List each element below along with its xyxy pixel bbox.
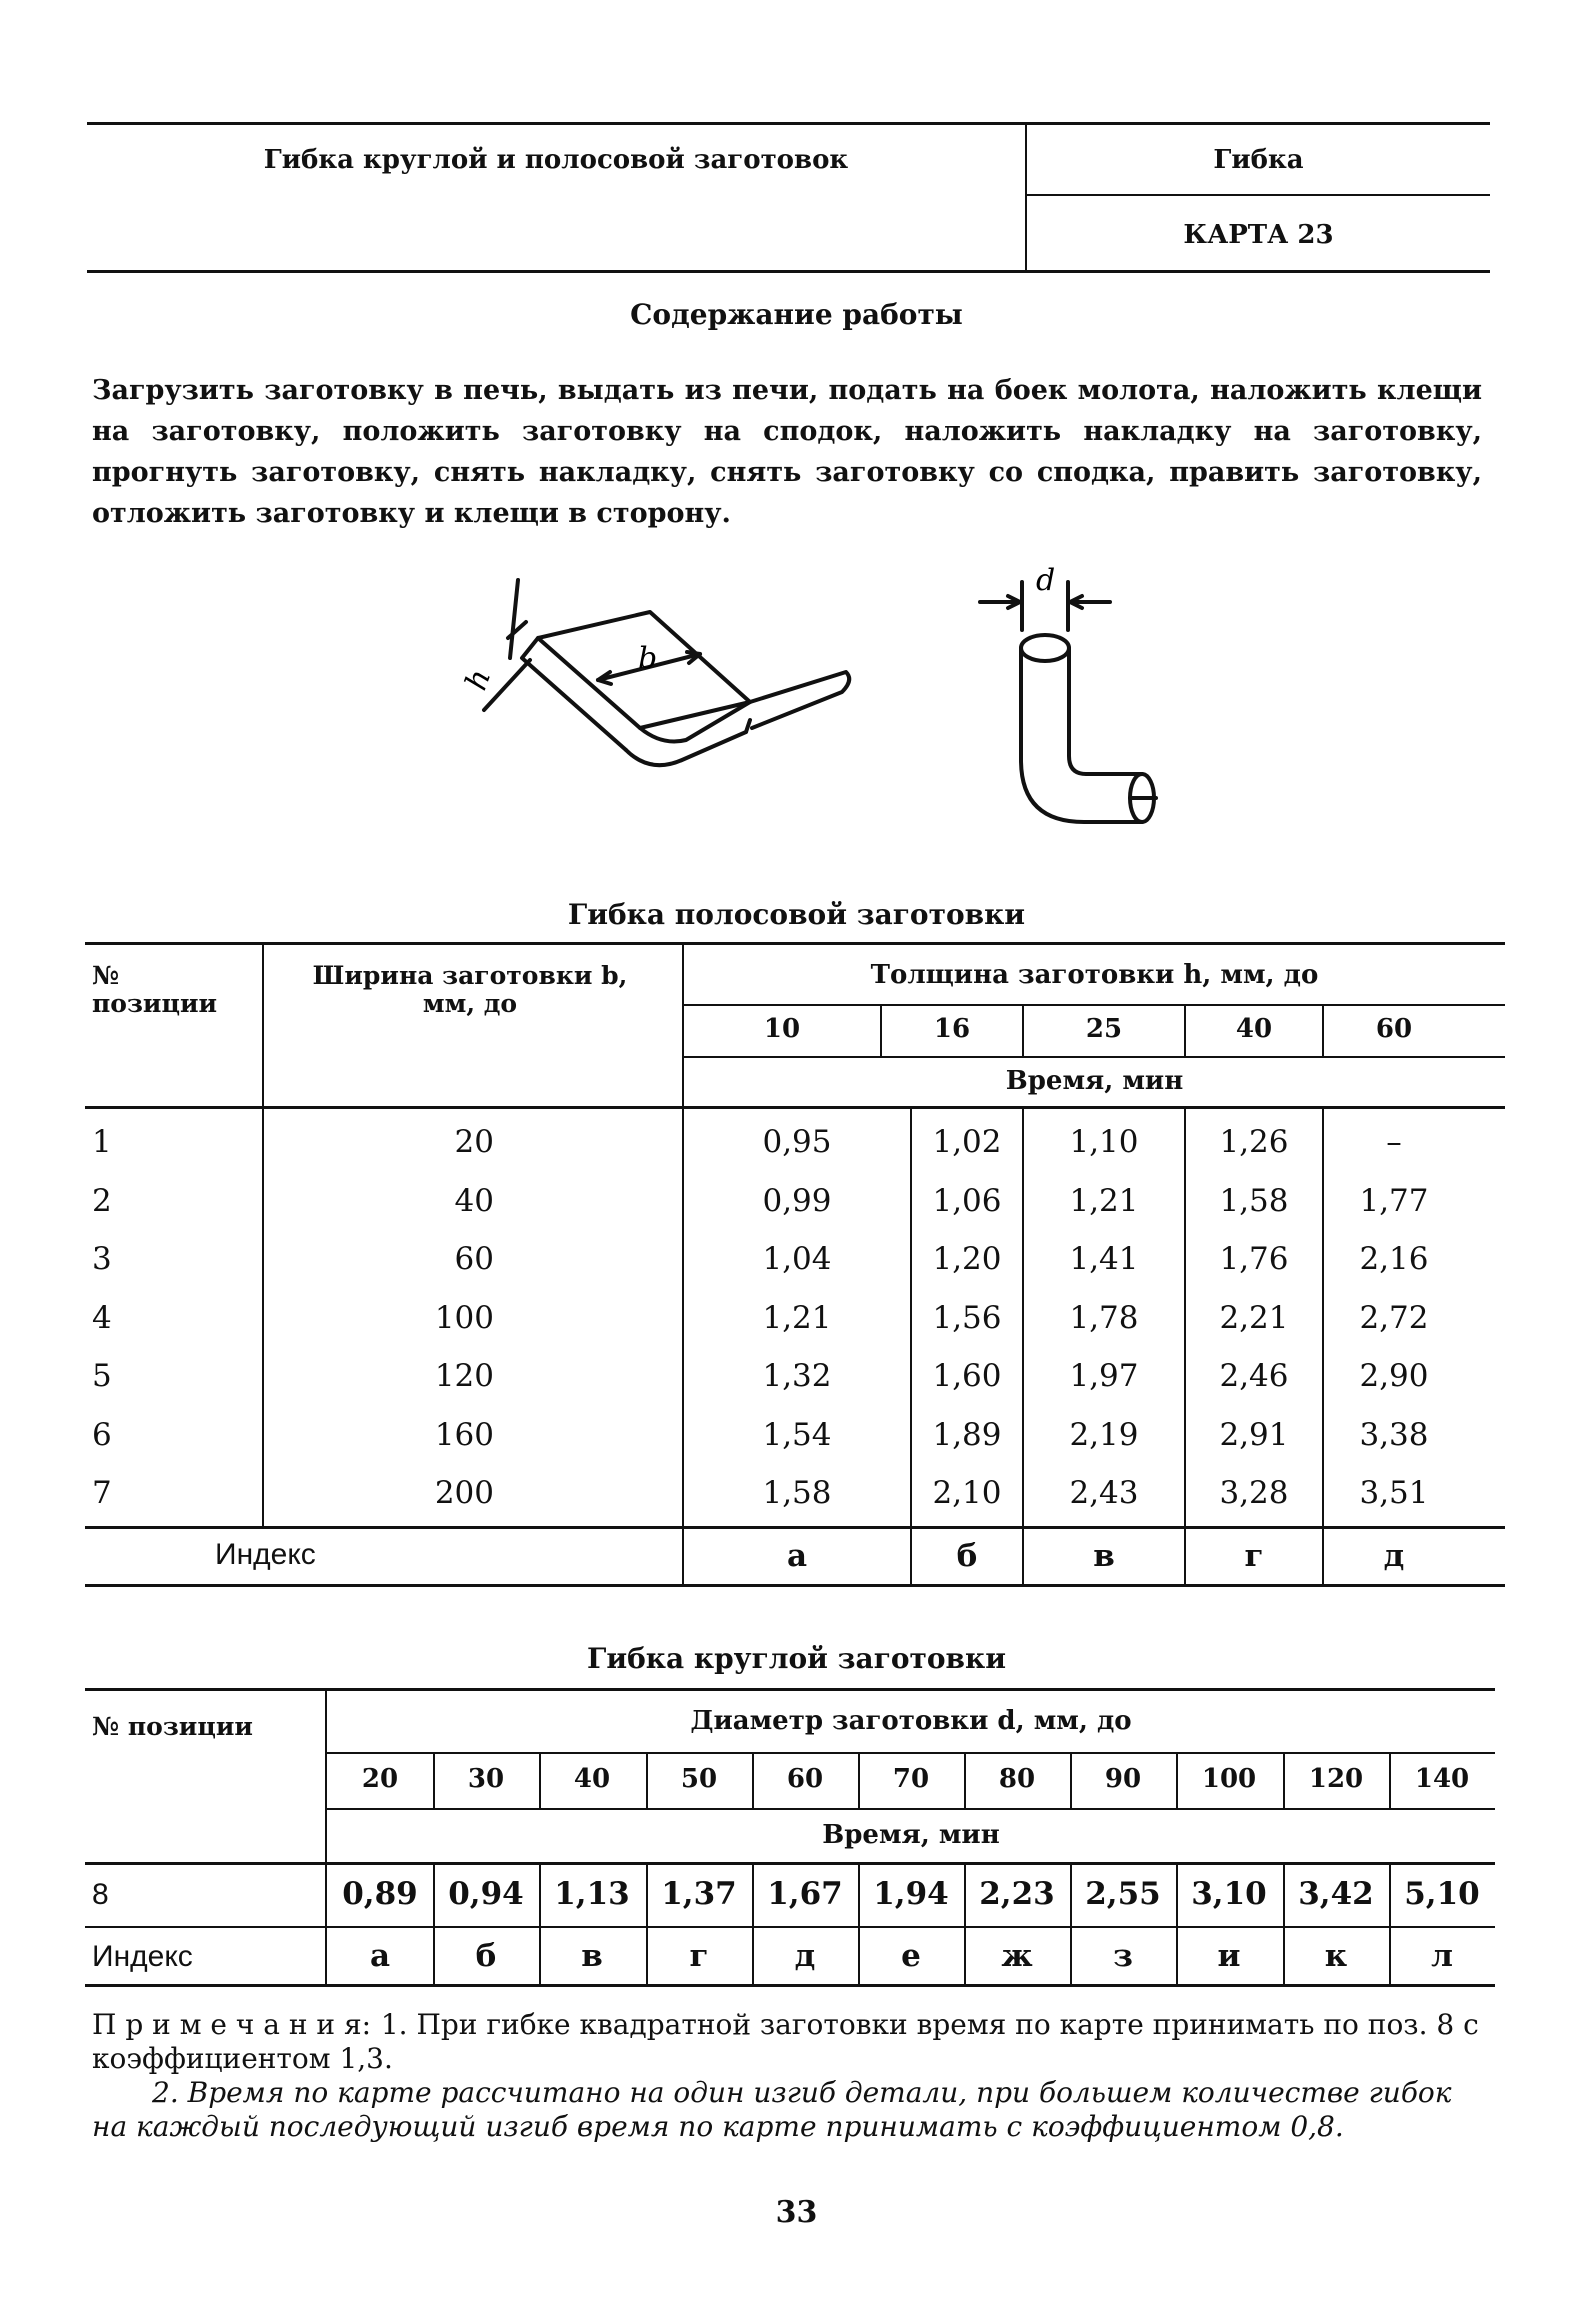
- strip-row-value: 1,26: [1219, 1124, 1289, 1160]
- strip-row-value: 3,38: [1359, 1416, 1429, 1453]
- strip-thickness-5: 60: [1375, 1014, 1413, 1044]
- strip-thickness-2: 16: [933, 1014, 971, 1044]
- strip-row-value: 1,54: [762, 1416, 832, 1453]
- round-diameter: 20: [361, 1764, 399, 1794]
- header-top-rule: [87, 122, 1490, 125]
- strip-row-value: 0,95: [762, 1124, 832, 1160]
- strip-row-value: 1,10: [1069, 1124, 1139, 1160]
- note-2: [92, 2076, 1492, 2144]
- strip-index-3: в: [1093, 1538, 1115, 1574]
- strip-index-2: б: [956, 1538, 978, 1574]
- strip-row-value: 1,06: [932, 1182, 1002, 1219]
- strip-col-width: Ширина заготовки b, мм, до: [312, 961, 628, 1018]
- strip-row-width: 60: [454, 1241, 494, 1277]
- round-value: 3,42: [1298, 1876, 1374, 1912]
- strip-row-value: 3,51: [1359, 1475, 1429, 1511]
- strip-row-width: 100: [434, 1299, 494, 1336]
- strip-row-value: 1,32: [762, 1358, 832, 1394]
- strip-table-bottom-rule: [85, 1584, 1505, 1587]
- round-header-rule1: [325, 1752, 1495, 1754]
- strip-row-value: 2,72: [1359, 1299, 1429, 1336]
- round-index: и: [1217, 1938, 1241, 1974]
- strip-row-width: 160: [434, 1416, 494, 1453]
- round-value: 2,23: [979, 1876, 1055, 1912]
- strip-row-value: 0,99: [762, 1182, 832, 1219]
- strip-row-pos: 6: [92, 1416, 112, 1453]
- round-diameter: 40: [573, 1764, 611, 1794]
- strip-label-h: h: [458, 664, 499, 695]
- round-index: ж: [1001, 1938, 1033, 1974]
- round-table-caption: Гибка круглой заготовки: [586, 1642, 1006, 1675]
- strip-row-pos: 1: [92, 1124, 112, 1160]
- strip-row-value: 1,20: [932, 1241, 1002, 1277]
- strip-thickness-4: 40: [1235, 1014, 1273, 1044]
- round-label-d: d: [1036, 563, 1056, 598]
- round-index: в: [581, 1938, 603, 1974]
- strip-header-rule2: [682, 1056, 1505, 1058]
- round-diameter: 70: [892, 1764, 930, 1794]
- strip-row-pos: 3: [92, 1241, 112, 1277]
- round-header-rule2: [325, 1808, 1495, 1810]
- strip-row-value: 2,91: [1219, 1416, 1289, 1453]
- strip-row-value: 2,16: [1359, 1241, 1429, 1277]
- strip-row-pos: 2: [92, 1182, 112, 1219]
- strip-row-width: 120: [434, 1358, 494, 1394]
- strip-index-4: г: [1244, 1538, 1264, 1574]
- round-value: 1,67: [767, 1876, 843, 1912]
- strip-row-value: 1,89: [932, 1416, 1002, 1453]
- strip-vline-5b: [1184, 1108, 1186, 1587]
- strip-label-b: b: [638, 641, 658, 676]
- round-diameter: 90: [1104, 1764, 1142, 1794]
- strip-table-top-rule: [85, 942, 1505, 945]
- strip-vline-3b: [910, 1108, 912, 1587]
- strip-table-caption: Гибка полосовой заготовки: [567, 898, 1026, 931]
- strip-row-value: 1,58: [1219, 1182, 1289, 1219]
- round-col-pos: № позиции: [92, 1712, 253, 1741]
- strip-row-value: 1,60: [932, 1358, 1002, 1394]
- content-text: Загрузить заготовку в печь, выдать из печи, подать на боек молота, наложить клещи на заготовку, положить заготовку на сподок, наложить накладку на заготовку, прогнуть заготовку, снять накладку, снять заготовку со сподка, править заготовку, отложить заготовку и клещи в сторону.: [92, 375, 1482, 529]
- round-value: 5,10: [1404, 1876, 1480, 1912]
- round-index: е: [901, 1938, 921, 1974]
- strip-index-1: а: [786, 1538, 808, 1574]
- strip-row-value: 1,97: [1069, 1358, 1139, 1394]
- strip-row-width: 40: [454, 1182, 494, 1219]
- strip-row-value: 1,56: [932, 1299, 1002, 1336]
- round-bend-figure: [960, 560, 1160, 860]
- round-value: 3,10: [1191, 1876, 1267, 1912]
- note-2-text: 2. Время по карте рассчитано на один изгиб детали, при большем количестве гибок на каждый последующий изгиб время по карте принимать с коэффициентом 0,8.: [92, 2076, 1452, 2143]
- strip-col-thickness: Толщина заготовки h, мм, до: [870, 960, 1319, 990]
- strip-index-label: Индекс: [215, 1538, 316, 1571]
- note-1: [92, 2008, 1492, 2076]
- strip-header-bottom-rule: [85, 1106, 1505, 1109]
- round-value: 1,13: [554, 1876, 630, 1912]
- strip-row-value: 2,21: [1219, 1299, 1289, 1336]
- round-index: а: [369, 1938, 391, 1974]
- strip-row-value: 1,21: [762, 1299, 832, 1336]
- strip-row-value: 1,04: [762, 1241, 832, 1277]
- strip-bend-figure: [450, 560, 870, 820]
- round-value: 0,94: [448, 1876, 524, 1912]
- notes: [92, 2008, 1492, 2144]
- round-diameter: 120: [1308, 1764, 1364, 1794]
- round-row-pos: 8: [92, 1878, 109, 1911]
- strip-row-value: 1,78: [1069, 1299, 1139, 1336]
- strip-thickness-1: 10: [763, 1014, 801, 1044]
- round-index: л: [1431, 1938, 1453, 1974]
- strip-row-value: 2,10: [932, 1475, 1002, 1511]
- round-index: д: [794, 1938, 816, 1974]
- strip-row-width: 200: [434, 1475, 494, 1511]
- notes-label: П р и м е ч а н и я:: [92, 2008, 372, 2041]
- strip-row-value: 1,02: [932, 1124, 1002, 1160]
- round-diameter: 140: [1414, 1764, 1470, 1794]
- strip-header-rule1: [682, 1004, 1505, 1006]
- strip-thickness-3: 25: [1085, 1014, 1123, 1044]
- round-diameter: 100: [1201, 1764, 1257, 1794]
- card-title: Гибка круглой и полосовой заготовок: [263, 145, 849, 175]
- strip-time-label: Время, мин: [1005, 1066, 1184, 1096]
- strip-row-value: 2,46: [1219, 1358, 1289, 1394]
- strip-row-pos: 5: [92, 1358, 112, 1394]
- round-value: 1,94: [873, 1876, 949, 1912]
- strip-row-value: 1,77: [1359, 1182, 1429, 1219]
- operation-name: Гибка: [1213, 145, 1304, 175]
- strip-row-value: 1,76: [1219, 1241, 1289, 1277]
- round-index-label: Индекс: [92, 1940, 193, 1973]
- round-time-label: Время, мин: [822, 1820, 1000, 1850]
- round-index: з: [1113, 1938, 1133, 1974]
- round-diameter: 80: [998, 1764, 1036, 1794]
- strip-vline-6b: [1322, 1108, 1324, 1587]
- round-col-diameter: Диаметр заготовки d, мм, до: [690, 1706, 1132, 1736]
- strip-body-bottom-rule: [85, 1526, 1505, 1529]
- card-number: КАРТА 23: [1183, 220, 1334, 250]
- strip-vline-4b: [1022, 1108, 1024, 1587]
- round-diameter: 30: [467, 1764, 505, 1794]
- round-value: 2,55: [1085, 1876, 1161, 1912]
- strip-row-value: 1,21: [1069, 1182, 1139, 1219]
- round-index: г: [689, 1938, 709, 1974]
- page-number: 33: [775, 2195, 818, 2230]
- content-heading: Содержание работы: [630, 298, 963, 331]
- round-table-top-rule: [85, 1688, 1495, 1691]
- strip-index-5: д: [1383, 1538, 1405, 1574]
- strip-row-value: 1,58: [762, 1475, 832, 1511]
- note-1-text: 1. При гибке квадратной заготовки время по карте принимать по поз. 8 с коэффициентом 1,3.: [92, 2008, 1479, 2075]
- strip-row-value: 1,41: [1069, 1241, 1139, 1277]
- strip-row-value: 2,43: [1069, 1475, 1139, 1511]
- strip-row-value: 2,19: [1069, 1416, 1139, 1453]
- round-value: 1,37: [661, 1876, 737, 1912]
- strip-row-value: –: [1386, 1124, 1402, 1160]
- strip-col-pos: № позиции: [92, 961, 218, 1018]
- strip-row-value: 3,28: [1219, 1475, 1289, 1511]
- strip-row-pos: 4: [92, 1299, 112, 1336]
- round-diameter: 60: [786, 1764, 824, 1794]
- strip-row-value: 2,90: [1359, 1358, 1429, 1394]
- round-diameter: 50: [680, 1764, 718, 1794]
- round-index: б: [475, 1938, 497, 1974]
- header-mid-rule: [1025, 194, 1490, 196]
- strip-row-pos: 7: [92, 1475, 112, 1511]
- round-index: к: [1324, 1938, 1348, 1974]
- header-bottom-rule: [87, 270, 1490, 273]
- strip-row-width: 20: [454, 1124, 494, 1160]
- round-value: 0,89: [342, 1876, 418, 1912]
